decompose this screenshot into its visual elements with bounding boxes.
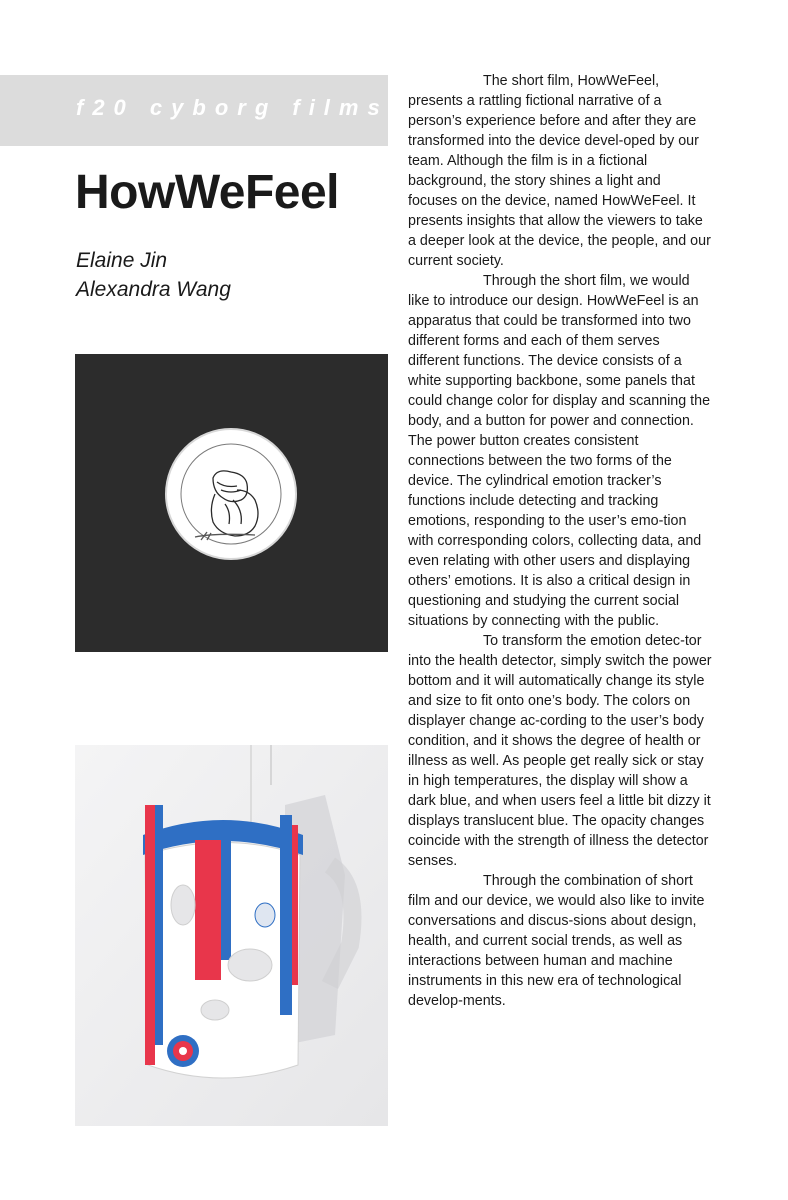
body-paragraph: The short film, HowWeFeel, presents a rattling fictional narrative of a person’s experience before and after they are transformed into the device devel-oped by our team. Although the film is in a fictional background, the story shines a light and focuses on the device, named HowWeFeel. It presents insights that allow the viewers to take a deeper look at the device, the people, and our current society. [408, 73, 711, 269]
author-name: Elaine Jin [76, 249, 168, 272]
cutout-hole [228, 949, 272, 981]
red-panel [195, 840, 221, 980]
article-title: HowWeFeel [75, 166, 339, 219]
cutout-hole [171, 885, 195, 925]
article-body [408, 71, 713, 1011]
body-paragraph: Through the combination of short film and our device, we would also like to invite conversations and discus-sions about design, health, and current social trends, as well as interactions between human and machine instruments in this new era of technological develop-ments. [408, 873, 705, 1009]
blue-panel [155, 805, 163, 1045]
body-paragraph: To transform the emotion detec-tor into the health detector, simply switch the power bottom and it will automatically change its style and size to fit onto one’s body. The colors on displayer change ac-cording to the user’s body condition, and it shows the degree of health or illness as well. As people get really sick or stay in high temperatures, the display will show a dark blue, and when users feel a little bit dizzy it displays translucent blue. The opacity changes coincide with the strength of illness the detector senses. [408, 633, 712, 869]
film-still-image [75, 354, 388, 652]
film-still-drawing [75, 354, 388, 652]
spotlight-circle [166, 429, 296, 559]
cutout-hole [201, 1000, 229, 1020]
author-name: Alexandra Wang [76, 278, 231, 301]
series-label: f20 cyborg films [76, 95, 389, 120]
blue-panel [280, 815, 292, 1015]
body-paragraph: Through the short film, we would like to introduce our design. HowWeFeel is an apparatus that could be transformed into two different forms and each of them serves different functions. The device consists of a white supporting backbone, some panels that could change color for display and scanning the body, and a button for power and connection. The power button creates consistent connections between the two forms of the device. The cylindrical emotion tracker’s functions include detecting and tracking emotions, responding to the user’s emo-tion with corresponding colors, collecting data, and even relating with other users and displaying others’ emotions. It is also a critical design in questioning and studying the current social situations by connecting with the public. [408, 273, 711, 629]
blue-panel [221, 840, 231, 960]
red-panel [292, 825, 298, 985]
device-photo [75, 745, 388, 1126]
author-list [76, 246, 231, 304]
cutout-hole [255, 903, 275, 927]
power-button-core [179, 1047, 187, 1055]
device-photo-drawing [75, 745, 388, 1126]
red-panel [145, 805, 155, 1065]
